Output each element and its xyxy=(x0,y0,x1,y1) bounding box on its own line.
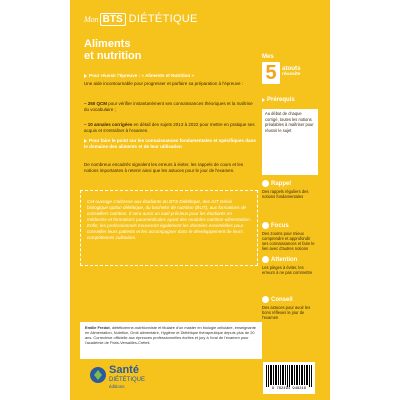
triangle-bullet-icon xyxy=(84,74,87,78)
arrow-icon xyxy=(262,98,265,102)
series-logo xyxy=(84,12,198,26)
focus-text: Des zooms pour mieux comprendre et approfondir ses connaissances et faire le lien avec d'autres notions xyxy=(262,231,315,251)
focus-title: Focus xyxy=(271,222,289,229)
five-number: 5 xyxy=(262,62,280,84)
brand-dietetique: DIÉTÉTIQUE xyxy=(128,13,198,25)
prerequis-title: Prérequis xyxy=(267,97,295,103)
logo-line1: Santé xyxy=(109,364,139,376)
conseil-icon xyxy=(262,296,269,303)
atouts-label: atouts xyxy=(282,65,301,72)
section2-heading-text: Pour faire le point sur les connaissances fondamentales et spécifiques dans le domaine des aliments et de leur utilisation xyxy=(84,138,256,149)
audience-blurb-box xyxy=(80,190,258,266)
rappel-title: Rappel xyxy=(271,180,292,187)
book-title xyxy=(84,38,256,62)
title-line1: Aliments xyxy=(84,38,131,50)
section1-heading-text: Pour réussir l'épreuve : « Aliments et Nutrition » xyxy=(89,73,195,78)
logo-line2: DIÉTÉTIQUE xyxy=(109,377,146,383)
conseil-text: Des astuces pour avoir les bons réflexes le jour de l'examen xyxy=(262,305,311,320)
focus-icon xyxy=(262,222,269,229)
section1-bullet1 xyxy=(84,101,256,112)
bullet2-rest: en détail des sujets 2013 à 2022 pour mettre en pratique ses acquis et s'entraîner à l'examen. xyxy=(84,122,255,133)
brand-mon: Mon xyxy=(84,14,99,24)
section1-bullet2 xyxy=(84,122,256,133)
author-bio: , diététicienne-nutritionniste et titulaire d'un master en biologie cellulaire, enseignante en Alimentation, Nutrition, Droit alimentaire, Hygiène et Diététique thérapeutique depuis plus de 20 ans. Correctrice officielle aux épreuves professionnelles écrites et jury à l'oral de l'examen pour l'académie de Paris-Versailles-Créteil. xyxy=(85,325,256,345)
triangle-bullet-icon xyxy=(84,139,87,143)
publisher-logo xyxy=(88,356,178,394)
section1-intro: Une aide incontournable pour progresser et parfaire sa préparation à l'épreuve : xyxy=(84,81,243,86)
brand-bts: BTS xyxy=(100,13,126,26)
focus-heading xyxy=(262,222,289,229)
isbn-barcode xyxy=(263,362,315,394)
section2-heading xyxy=(84,138,256,149)
prerequis-heading xyxy=(262,97,295,103)
isbn-number: 9 782491 948219 xyxy=(271,387,307,391)
rappel-icon xyxy=(262,180,269,187)
mes-label: Mes xyxy=(262,54,274,60)
bullet1-rest: pour vérifier instantanément ses connaissances théoriques et la maîtrise du vocabulaire ; xyxy=(84,101,253,112)
attention-title: Attention xyxy=(271,256,298,263)
bullet1-bold: – 250 QCM xyxy=(84,101,108,106)
attention-icon xyxy=(262,256,269,263)
rappel-text: Des rappels réguliers des notions fondamentales xyxy=(262,189,309,199)
author-name: Emilie Fredot xyxy=(85,325,110,330)
prerequis-text: Au début de chaque corrigé, toutes les notions préalables à maîtriser pour réussir le sujet xyxy=(265,111,314,133)
rappel-heading xyxy=(262,180,291,187)
section1-heading xyxy=(84,73,256,79)
title-line2: et nutrition xyxy=(84,50,142,62)
audience-blurb: Cet ouvrage s'adresse aux étudiants du BTS Diététique, des IUT Génie biologique option diététique, du bachelor de nutrition (BUT), aux formations de conseillers nutrition. Il sera aussi un outil précieux pour les étudiants en médecine et formations paramédicales ayant des modules nutrition-alimentation. Enfin, les professionnels trouveront également les données essentielles pour conseiller leurs patients et les accompagner dans le développement de leurs compétences culinaires. xyxy=(87,199,251,240)
barcode-bars xyxy=(266,365,312,387)
reussite-label: réussite xyxy=(282,72,301,77)
five-assets-badge xyxy=(262,52,318,92)
conseil-heading xyxy=(262,296,293,303)
prerequis-box xyxy=(262,109,318,175)
author-box xyxy=(80,322,262,359)
section2-text: De nombreux encadrés signalent les erreurs à éviter, les rappels de cours et les notions importantes à retenir ainsi que les astuces pour le jour de l'examen. xyxy=(84,162,244,173)
conseil-title: Conseil xyxy=(271,296,293,303)
attention-text: Les pièges à éviter, les erreurs à ne pas commettre xyxy=(262,265,313,275)
logo-line3: éditions xyxy=(109,384,125,389)
attention-heading xyxy=(262,256,297,263)
bullet2-bold: – 10 annales corrigées xyxy=(84,122,133,127)
